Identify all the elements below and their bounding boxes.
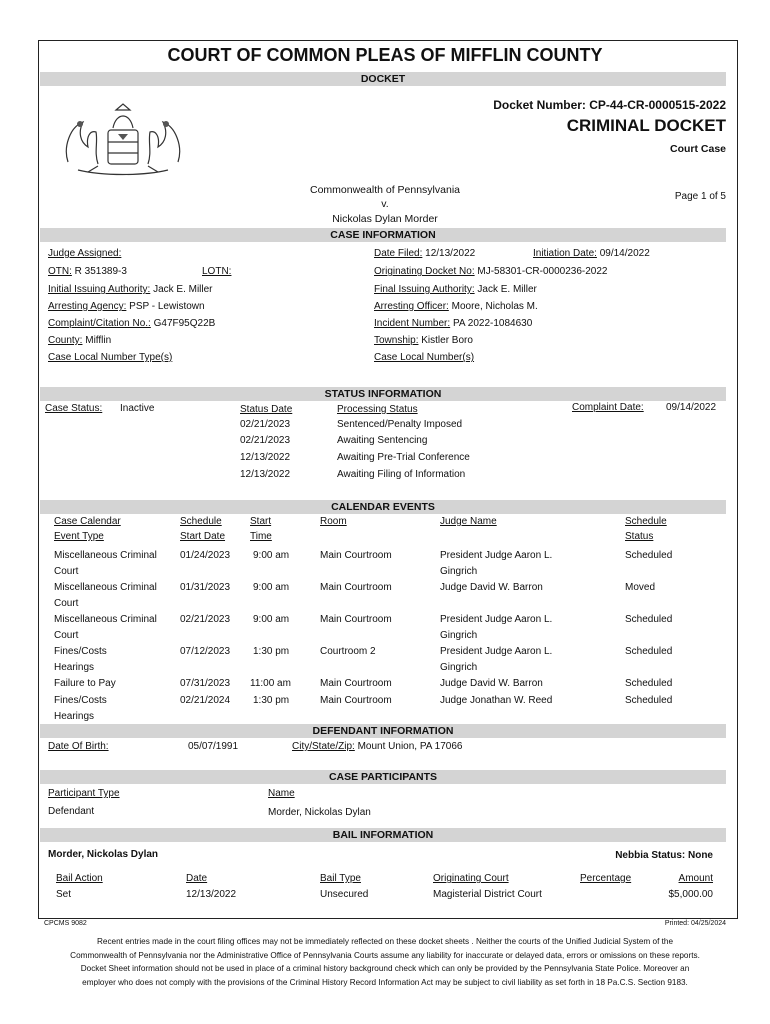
calendar-row-date: 02/21/2023 [180,614,231,625]
calendar-row-time: 1:30 pm [253,695,290,706]
judge-assigned-label: Judge Assigned: [48,248,122,259]
docket-type: CRIMINAL DOCKET [566,116,726,135]
initiation-date-field: Initiation Date: 09/14/2022 [533,248,650,259]
col-header-judge: Judge Name [440,516,497,527]
calendar-row-room: Main Courtroom [320,678,392,689]
case-local-number-type-label: Case Local Number Type(s) [48,352,173,363]
calendar-events-bar: CALENDAR EVENTS [40,500,726,514]
calendar-row-room: Main Courtroom [320,582,392,593]
calendar-row-judge: President Judge Aaron L. Gingrich [440,646,553,673]
complaint-citation-field: Complaint/Citation No.: G47F95Q22B [48,318,216,329]
dob-label: Date Of Birth: [48,741,109,752]
calendar-row-event: Fines/Costs Hearings [54,646,107,673]
disclaimer-text: Recent entries made in the court filing offices may not be immediately reflected on these docket sheets . Neither the courts of the Unified Judicial System of the Commonwealth of Pennsylvania nor the Administrative Office of Pennsylvania Courts assume any liability for inaccurate or delayed data, errors or omissions on these reports. Docket Sheet information should not be used in place of a criminal history background check which can only be provided by the Pennsylvania State Police. Moreover an employer who does not comply with the provisions of the Criminal History Record Information Act may be subject to civil liability as set forth in 18 Pa.C.S. Section 9183. [70,937,700,987]
calendar-row-room: Main Courtroom [320,614,392,625]
col-header-event-line1: Case Calendar [54,516,121,527]
bail-amount-value: $5,000.00 [668,889,713,900]
docket-bar: DOCKET [40,72,726,86]
calendar-row-time: 9:00 am [253,582,290,593]
originating-court-value: Magisterial District Court [433,889,542,900]
nebbia-status: Nebbia Status: None [615,850,713,861]
originating-court-header: Originating Court [433,873,509,884]
calendar-row-date: 07/12/2023 [180,646,231,657]
col-header-start-line2: Time [250,531,272,542]
calendar-row-event: Failure to Pay [54,678,116,689]
calendar-row-judge: Judge David W. Barron [440,582,543,593]
calendar-row-event: Miscellaneous Criminal Court [54,582,157,609]
calendar-row-status: Scheduled [625,550,673,561]
amount-header: Amount [678,873,713,884]
township-field: Township: Kistler Boro [374,335,473,346]
defendant-information-bar: DEFENDANT INFORMATION [40,724,726,738]
caption-versus: v. [381,198,389,210]
calendar-row-room: Main Courtroom [320,695,392,706]
bail-action-header: Bail Action [56,873,103,884]
lotn-label: LOTN: [202,266,232,277]
status-row-date: 02/21/2023 [240,419,291,430]
calendar-row-date: 07/31/2023 [180,678,231,689]
calendar-row-date: 01/31/2023 [180,582,231,593]
bail-information-bar: BAIL INFORMATION [40,828,726,842]
otn-field: OTN: R 351389-3 [48,266,127,277]
col-header-status-line1: Schedule [625,516,667,527]
calendar-row-status: Scheduled [625,678,673,689]
calendar-row-judge: Judge Jonathan W. Reed [440,695,553,706]
percentage-header: Percentage [580,873,632,884]
case-type: Court Case [669,143,726,155]
bail-date-value: 12/13/2022 [186,889,237,900]
calendar-row-status: Moved [625,582,656,593]
col-header-schedule-line1: Schedule [180,516,222,527]
calendar-row-time: 9:00 am [253,614,290,625]
pennsylvania-seal-icon [58,102,188,178]
calendar-row-status: Scheduled [625,614,673,625]
arresting-agency-field: Arresting Agency: PSP - Lewistown [48,301,205,312]
county-field: County: Mifflin [48,335,112,346]
participant-type-header: Participant Type [48,788,120,799]
final-issuing-authority-field: Final Issuing Authority: Jack E. Miller [374,284,537,295]
status-row-status: Awaiting Filing of Information [337,469,466,480]
status-date-header: Status Date [240,404,293,415]
status-row-status: Sentenced/Penalty Imposed [337,419,463,430]
initial-issuing-authority-field: Initial Issuing Authority: Jack E. Miller [48,284,213,295]
case-participants-bar: CASE PARTICIPANTS [40,770,726,784]
calendar-row-time: 11:00 am [250,678,291,689]
date-filed-field: Date Filed: 12/13/2022 [374,248,476,259]
bail-type-value: Unsecured [320,889,369,900]
originating-docket-field: Originating Docket No: MJ-58301-CR-0000236-2022 [374,266,608,277]
col-header-room: Room [320,516,347,527]
calendar-row-date: 01/24/2023 [180,550,231,561]
arresting-officer-field: Arresting Officer: Moore, Nicholas M. [374,301,538,312]
processing-status-header: Processing Status [337,404,418,415]
docket-number: Docket Number: CP-44-CR-0000515-2022 [493,98,726,112]
printed-date: Printed: 04/25/2024 [664,920,726,927]
complaint-date-label: Complaint Date: [572,402,644,413]
case-information-bar: CASE INFORMATION [40,228,726,242]
case-status-label: Case Status: [45,403,103,414]
calendar-row-judge: President Judge Aaron L. Gingrich [440,614,553,641]
dob-value: 05/07/1991 [188,741,239,752]
calendar-row-room: Main Courtroom [320,550,392,561]
calendar-row-judge: President Judge Aaron L. Gingrich [440,550,553,577]
calendar-row-judge: Judge David W. Barron [440,678,543,689]
status-information-bar: STATUS INFORMATION [40,387,726,401]
complaint-date-value: 09/14/2022 [666,402,717,413]
bail-date-header: Date [186,873,208,884]
col-header-status-line2: Status [625,531,654,542]
participant-name-header: Name [268,788,295,799]
page-number: Page 1 of 5 [674,191,726,202]
caption-plaintiff: Commonwealth of Pennsylvania [310,184,460,196]
city-state-zip-field: City/State/Zip: Mount Union, PA 17066 [292,741,463,752]
case-local-number-label: Case Local Number(s) [374,352,475,363]
incident-number-field: Incident Number: PA 2022-1084630 [374,318,533,329]
calendar-row-time: 9:00 am [253,550,290,561]
col-header-event-line2: Event Type [54,531,104,542]
caption-defendant: Nickolas Dylan Morder [332,213,438,225]
court-title: COURT OF COMMON PLEAS OF MIFFLIN COUNTY [167,45,603,65]
calendar-row-time: 1:30 pm [253,646,290,657]
calendar-row-date: 02/21/2024 [180,695,231,706]
bail-person-name: Morder, Nickolas Dylan [48,849,159,860]
col-header-schedule-line2: Start Date [180,531,226,542]
calendar-row-event: Miscellaneous Criminal Court [54,614,157,641]
calendar-row-event: Fines/Costs Hearings [54,695,107,722]
case-status-value: Inactive [120,403,155,414]
status-row-date: 12/13/2022 [240,469,291,480]
bail-type-header: Bail Type [320,873,361,884]
calendar-row-status: Scheduled [625,646,673,657]
status-row-date: 02/21/2023 [240,435,291,446]
status-row-status: Awaiting Pre-Trial Conference [337,452,470,463]
bail-action-value: Set [56,889,72,900]
participant-name-value: Morder, Nickolas Dylan [268,807,371,818]
calendar-row-status: Scheduled [625,695,673,706]
calendar-row-room: Courtroom 2 [320,646,376,657]
calendar-row-event: Miscellaneous Criminal Court [54,550,157,577]
col-header-start-line1: Start [250,516,272,527]
status-row-status: Awaiting Sentencing [337,435,428,446]
status-row-date: 12/13/2022 [240,452,291,463]
participant-type-value: Defendant [48,806,95,817]
form-number: CPCMS 9082 [44,920,87,927]
